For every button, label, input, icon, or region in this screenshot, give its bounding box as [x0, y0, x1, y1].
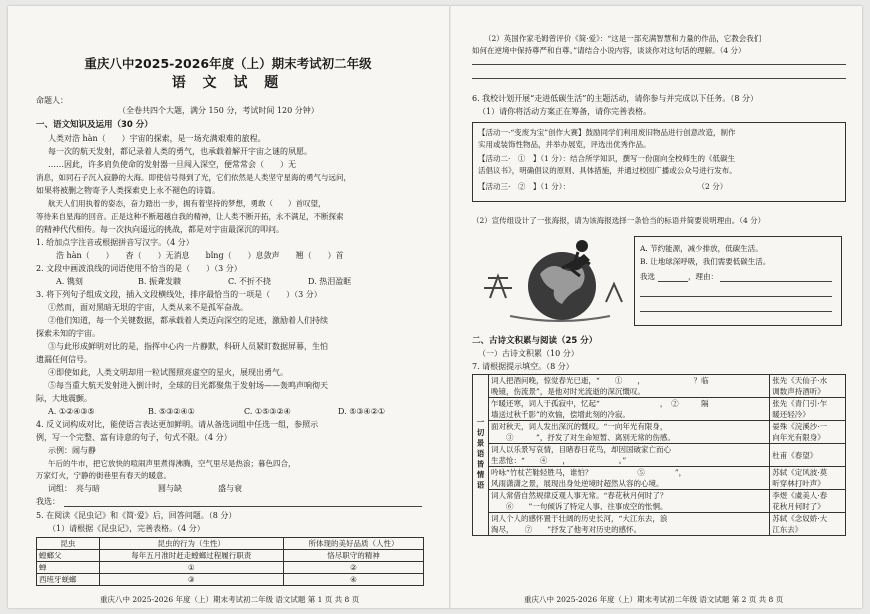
option-a: A. 镌刻	[56, 277, 83, 286]
poem-theme: 一切景语皆情语	[473, 375, 489, 536]
question-1-items: 浩 hàn（ ） 杳（ ）无消息 bǐng（ ）息敛声 翘（ ）首	[56, 251, 344, 260]
q4-word: 盛与衰	[218, 484, 242, 493]
passage-line: 消息，如同石子沉入寂静的大海。即使信号得到了光，它们依然是人类坚守星海的勇气与远问，	[36, 173, 351, 182]
q3-sentence: ①然而，面对黑暗无垠的宇宙，人类从来不是孤军奋战。	[48, 303, 248, 312]
passage-line: ……因此，许多肩负使命的发射器一旦闯入深空，便常常会（ ）无	[48, 160, 296, 169]
poem-cell[interactable]: 词人个人的感怀置于壮阔的历史长河，“大江东去，浪 淘尽， ⑦ ”抒发了他考对历史的感怀。	[489, 513, 770, 536]
poem-cell[interactable]: 词人把酒问晚，惊觉春光已逝，“ ① ， ？临 晚镜，伤流景”，是他对时光流逝的深沉慨叹。	[489, 375, 770, 398]
activity-line: 【活动一·“变废为宝”创作大赛】鼓励同学们利用废旧物品进行创意改造，制作	[478, 128, 736, 137]
subsection-heading: （一）古诗文积累（10 分）	[478, 349, 579, 358]
passage-line: 的精神代代相传。每一次执向遥远的挑战，都是对宇宙最深沉的叩问。	[36, 225, 284, 234]
poem-cell[interactable]: 面对秋天，词人发出深沉的慨叹。“一向年光有限身， ③ ”，抒发了对生命短暂、离别无常的伤感。	[489, 421, 770, 444]
table-row	[37, 562, 424, 574]
table-cell: 螳螂父	[37, 550, 100, 562]
page-two	[454, 6, 862, 608]
page-footer: 重庆八中 2025-2026 年度（上）期末考试初二年级 语文试题 第 2 页 共 8 页	[524, 595, 784, 604]
table-cell: 恪尽职守的精神	[283, 550, 423, 562]
page-fold	[449, 6, 451, 608]
activity-line: 【活动二· ① 】（1 分）：结合所学知识，撰写一份面向全校师生的《低碳生	[478, 154, 736, 163]
q4-example-label: 示例：闹与静	[48, 446, 96, 455]
table-cell[interactable]: ①	[99, 562, 283, 574]
q4-example: 午后的牛市，把它放快的喧闹声里煮得沸腾，空气里尽是热浪；暮色四合，	[48, 459, 296, 468]
answer-line[interactable]	[640, 311, 832, 312]
question-4-cont: 例，写一个完整、富有诗意的句子，句式不限。（4 分）	[36, 433, 232, 442]
slogan-a: A. 节约能源，减少排放，低碳生活。	[640, 244, 763, 253]
table-cell[interactable]: ②	[283, 562, 423, 574]
question-4: 4. 反义词构成对比，能使语言表达更加鲜明。请从备选词组中任选一组，参照示	[36, 420, 319, 429]
exam-notice: （全卷共四个大题，满分 150 分，考试时间 120 分钟）	[118, 106, 319, 115]
q3-sentence: ③与此形成鲜明对比的是，指挥中心内一片静默，科研人员紧盯数据屏幕，生怕	[48, 342, 328, 351]
table-header: 昆虫	[37, 538, 100, 550]
poem-source: 杜甫《春望》	[770, 444, 846, 467]
low-carbon-poster-illustration	[470, 228, 632, 324]
table-row	[37, 574, 424, 586]
activity-line: 实用或装饰性物品，并举办展览，评选出优秀作品。	[478, 140, 651, 149]
table-header: 所体现的美好品质（人性）	[283, 538, 423, 550]
setter-label: 命题人：	[36, 96, 68, 105]
exam-subject: 语 文 试 题	[171, 75, 285, 91]
option-a: A. ①②④③⑤	[48, 407, 95, 416]
table-cell: 每年五月准时赶走螳螂过程履行职责	[99, 550, 283, 562]
poem-cell[interactable]: 词人常借自然规律反观人事无常。“春花秋月何时了？ ⑥ ”一句倾诉了特定人事、往事成空的怅惘。	[489, 490, 770, 513]
answer-line[interactable]	[64, 506, 422, 507]
question-5-2-cont: 如何在逆境中保持尊严和自尊。”请结合小说内容，谈谈你对这句话的理解。（4 分）	[472, 46, 746, 55]
answer-line[interactable]	[472, 78, 846, 79]
passage-line: 每一次的航天发射，都记录着人类的勇气，也承载着解开宇宙之谜的夙愿。	[48, 147, 312, 156]
q3-sentence: ②他们知道，每一个关键数据，都承载着人类迈向深空的足迹，激励着人们持续	[48, 316, 328, 325]
poem-source: 晏殊《浣溪沙·一 向年光有限身》	[770, 421, 846, 444]
option-b: B. ⑤③②④①	[148, 407, 195, 416]
page-footer: 重庆八中 2025-2026 年度（上）期末考试初二年级 语文试题 第 1 页 共 8 页	[100, 595, 360, 604]
exam-title: 重庆八中2025-2026年度（上）期末考试初二年级	[84, 56, 372, 71]
passage-line: 等待来自星海的回音。正是这种不断超越自我的精神，让人类不断开拓，永不满足，不断探索	[36, 212, 344, 221]
poem-table	[472, 374, 846, 536]
poem-source: 苏轼《念奴娇·大 江东去》	[770, 513, 846, 536]
activity-line: 活倡议书》，明确倡议的原则、具体措施，并通过校园广播或公众号进行发布。	[478, 166, 737, 175]
option-d: D. ⑤③④②①	[338, 407, 386, 416]
passage-line: 航天人们用执着的姿态，奋力踏出一步，拥有着坚持的梦想，勇敢（ ）首叹望，	[48, 199, 326, 208]
poem-source: 李煜《虞美人·春 花秋月何时了》	[770, 490, 846, 513]
page-one	[8, 6, 448, 608]
question-5: 5. 在阅读《昆虫记》和《简·爱》后，回答问题。（8 分）	[36, 511, 237, 520]
exam-sheet	[8, 6, 862, 608]
option-b: B. 振聋发聩	[138, 277, 181, 286]
table-row	[37, 550, 424, 562]
poem-source: 张先《天仙子·水 调数声持酒听》	[770, 375, 846, 398]
question-2: 2. 文段中画波浪线的词语使用不恰当的是（ ）（3 分）	[36, 264, 242, 273]
section-one-heading: 一、语文知识及运用（30 分）	[36, 120, 153, 130]
question-7: 7. 请根据提示填空。（8 分）	[472, 362, 574, 371]
question-5-2: （2）英国作家毛姆曾评价《简·爱》：“这是一部充满智慧和力量的作品，它教会我们	[484, 34, 762, 43]
section-two-heading: 二、古诗文积累与阅读（25 分）	[472, 336, 598, 346]
poem-cell[interactable]: 吟咏“竹杖芒鞋轻胜马，谁怕？ ⑤ ”， 风雨潇潇之景，展现出身处逆境时超然从容的心境。	[489, 467, 770, 490]
poem-source: 苏轼《定风波·莫 听穿林打叶声》	[770, 467, 846, 490]
passage-line: 如果将被删之物寄予人类探索史上永不褪色的诗篇。	[36, 186, 220, 195]
question-3: 3. 将下列句子组成文段，插入文段横线处，排序最恰当的一项是（ ）（3 分）	[36, 290, 322, 299]
poem-cell[interactable]: 乍暖还寒，词人于孤寂中，忆起“ ， ② 隔 墙送过秋千影”的欢愉，偿增此刻的冷寂。	[489, 398, 770, 421]
question-6-2: （2）宣传组设计了一张海报，请为该海报选择一条恰当的标语并简要说明理由。（4 分）	[472, 216, 766, 225]
choose-label: 我选	[640, 272, 655, 281]
table-cell[interactable]: ③	[99, 574, 283, 586]
answer-line[interactable]	[720, 281, 832, 282]
question-6-1: （1）请你将活动方案正在筹备，请你完善表格。	[478, 107, 652, 116]
q3-sentence: ⑤每当重大航天发射进入倒计时，全球的目光都聚焦于发射场——轰鸣声响彻天	[48, 381, 328, 390]
reason-label: ，理由：	[688, 272, 718, 281]
q4-words-label: 词组：	[48, 484, 72, 493]
question-5-1: （1）请根据《昆虫记》，完善表格。（4 分）	[48, 524, 205, 533]
answer-line[interactable]	[472, 64, 846, 65]
option-c: C. ①⑤③②④	[244, 407, 291, 416]
q3-sentence: ④即使如此，人类文明却用一粒试图照亮虚空的星火，展现出勇气。	[48, 368, 288, 377]
q4-word: 圆与缺	[158, 484, 182, 493]
answer-line[interactable]	[640, 296, 832, 297]
q3-sentence: 遗漏任何信号。	[36, 355, 92, 364]
q4-example: 万家灯火，宁静的街巷里有春天的暖意。	[36, 471, 171, 480]
option-c: C. 不折不挠	[228, 277, 271, 286]
q4-word: 亮与暗	[76, 484, 100, 493]
table-cell: 西班牙蜣螂	[37, 574, 100, 586]
q3-sentence: 际，大地震颤。	[36, 394, 92, 403]
q3-sentence: 探索未知的宇宙。	[36, 329, 100, 338]
option-d: D. 热泪盈眶	[308, 277, 352, 286]
activity-line: 【活动三· ② 】（1 分）： （2 分）	[478, 182, 728, 191]
slogan-b: B. 让地球深呼吸，我们需要低碳生活。	[640, 257, 771, 266]
table-cell: 蝉	[37, 562, 100, 574]
passage-line: 人类对浩 hàn（ ）宇宙的探索，是一场充满艰难的旅程。	[48, 134, 266, 143]
table-header: 昆虫的行为（生性）	[99, 538, 283, 550]
table-cell[interactable]: ④	[283, 574, 423, 586]
choice-input[interactable]	[658, 281, 688, 282]
question-6: 6. 我校计划开展“走进低碳生活”的主题活动，请你参与并完成以下任务。（8 分）	[472, 94, 758, 103]
insect-table	[36, 537, 424, 586]
poem-source: 张先《青门引·乍 暖还轻冷》	[770, 398, 846, 421]
poem-cell[interactable]: 词人以乐景写哀情，目睹春日花鸟，却因国破家亡而心 生悲怆：“ ④ ， 。”	[489, 444, 770, 467]
question-1: 1. 给加点字注音或根据拼音写汉字。（4 分）	[36, 238, 194, 247]
q4-choice-label: 我选：	[36, 497, 60, 506]
